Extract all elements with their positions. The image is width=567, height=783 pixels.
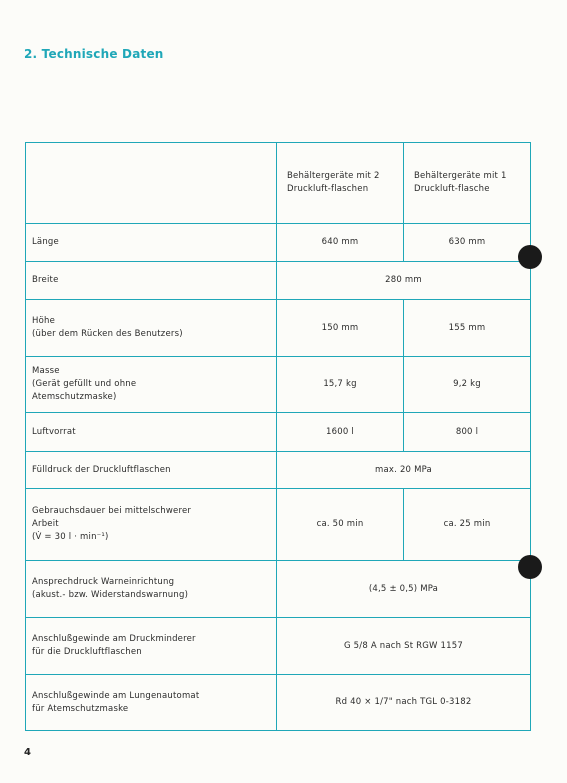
table-row bbox=[26, 561, 531, 618]
row-label-fuelldruck: Fülldruck der Druckluftflaschen bbox=[26, 452, 277, 489]
value-shared: G 5/8 A nach St RGW 1157 bbox=[277, 618, 531, 675]
value-shared: (4,5 ± 0,5) MPa bbox=[277, 561, 531, 618]
punch-hole-icon bbox=[518, 555, 542, 579]
table-row bbox=[26, 489, 531, 561]
table-row bbox=[26, 675, 531, 731]
value-one-cylinder: 800 l bbox=[404, 413, 531, 452]
value-two-cylinders: ca. 50 min bbox=[277, 489, 404, 561]
row-label-gebrauchsdauer: Gebrauchsdauer bei mittelschwerer Arbeit (V̇ = 30 l · min⁻¹) bbox=[26, 489, 277, 561]
table-row bbox=[26, 452, 531, 489]
table-header-row bbox=[26, 143, 531, 224]
row-label-anschluss-lungenautomat: Anschlußgewinde am Lungenautomat für Atemschutzmaske bbox=[26, 675, 277, 731]
value-two-cylinders: 150 mm bbox=[277, 300, 404, 357]
value-shared: max. 20 MPa bbox=[277, 452, 531, 489]
value-two-cylinders: 15,7 kg bbox=[277, 357, 404, 413]
row-label-ansprechdruck: Ansprechdruck Warneinrichtung (akust.- bzw. Widerstandswarnung) bbox=[26, 561, 277, 618]
section-heading: 2. Technische Daten bbox=[24, 47, 164, 61]
row-label-hoehe bbox=[26, 300, 277, 357]
value-one-cylinder: 9,2 kg bbox=[404, 357, 531, 413]
value-one-cylinder: ca. 25 min bbox=[404, 489, 531, 561]
table-row bbox=[26, 262, 531, 300]
hoehe-line-1: Höhe bbox=[32, 316, 56, 326]
punch-hole-icon bbox=[518, 245, 542, 269]
value-shared: 280 mm bbox=[277, 262, 531, 300]
row-label-laenge: Länge bbox=[26, 224, 277, 262]
header-empty-cell bbox=[26, 143, 277, 224]
value-two-cylinders: 640 mm bbox=[277, 224, 404, 262]
table-row bbox=[26, 357, 531, 413]
header-two-cylinders: Behältergeräte mit 2 Druckluft-flaschen bbox=[277, 143, 404, 224]
header-one-cylinder: Behältergeräte mit 1 Druckluft-flasche bbox=[404, 143, 531, 224]
technical-data-table bbox=[25, 142, 531, 731]
table-row bbox=[26, 413, 531, 452]
value-one-cylinder: 155 mm bbox=[404, 300, 531, 357]
row-label-anschluss-druckminderer: Anschlußgewinde am Druckminderer für die Druckluftflaschen bbox=[26, 618, 277, 675]
value-two-cylinders: 1600 l bbox=[277, 413, 404, 452]
row-label-masse: Masse (Gerät gefüllt und ohne Atemschutzmaske) bbox=[26, 357, 277, 413]
row-label-breite: Breite bbox=[26, 262, 277, 300]
table-row bbox=[26, 618, 531, 675]
page-number: 4 bbox=[24, 747, 31, 758]
value-shared: Rd 40 × 1/7" nach TGL 0-3182 bbox=[277, 675, 531, 731]
table-row bbox=[26, 224, 531, 262]
table-row bbox=[26, 300, 531, 357]
hoehe-line-2: (über dem Rücken des Benutzers) bbox=[32, 329, 183, 339]
row-label-luftvorrat: Luftvorrat bbox=[26, 413, 277, 452]
value-one-cylinder: 630 mm bbox=[404, 224, 531, 262]
